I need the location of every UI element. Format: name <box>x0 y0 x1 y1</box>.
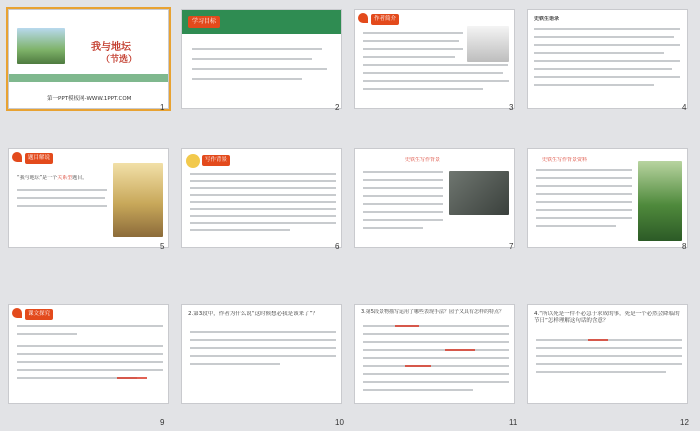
slide-number-10: 10 <box>335 418 344 427</box>
slide-number-1: 1 <box>160 103 165 112</box>
bird-icon <box>12 152 22 162</box>
bird-icon <box>12 308 22 318</box>
slide-question: 2.第3段中，作者为什么说“这时候想必我是该来了”？ <box>188 311 318 317</box>
author-portrait <box>467 26 509 62</box>
bird-icon <box>358 13 368 23</box>
slide-thumbnail-6[interactable] <box>181 148 342 248</box>
slide-thumbnail-9[interactable] <box>8 304 169 404</box>
slide-thumbnail-5[interactable] <box>8 148 169 248</box>
leaf-icon <box>186 154 200 168</box>
slide-thumbnail-2[interactable] <box>181 9 342 109</box>
ginkgo-image <box>113 163 163 237</box>
section-tag: 学习目标 <box>188 16 220 28</box>
slide-heading: 史铁生写作背景 <box>405 157 441 163</box>
section-tag: 写作背景 <box>202 155 230 166</box>
section-tag: 作者简介 <box>371 14 399 25</box>
photo-image <box>449 171 509 215</box>
slide-number-6: 6 <box>335 242 340 251</box>
slide-number-7: 7 <box>509 242 514 251</box>
slide-subtitle: （节选） <box>101 55 138 65</box>
slide-footer: 第一PPT模板网-WWW.1PPT.COM <box>47 96 132 102</box>
slide-number-2: 2 <box>335 103 340 112</box>
slide-thumbnail-10[interactable] <box>181 304 342 404</box>
slide-thumbnail-4[interactable] <box>527 9 688 109</box>
slide-header <box>182 10 341 34</box>
slide-number-3: 3 <box>509 103 514 112</box>
slide-thumbnail-3[interactable] <box>354 9 515 109</box>
slide-number-12: 12 <box>680 418 689 427</box>
slide-thumbnail-7[interactable] <box>354 148 515 248</box>
decorative-band <box>9 74 168 82</box>
slide-question: 3.第5段景物描写运用了哪些表现手法？园子又具有怎样的特点？ <box>361 309 504 315</box>
section-tag: 课文探究 <box>25 309 53 320</box>
slide-number-11: 11 <box>509 418 518 427</box>
slide-question: 4.“所以死是一件不必急于求成的事，死是一个必然会降临的节日”怎样理解这句话的含意？ <box>534 311 680 324</box>
slide-thumbnail-1[interactable] <box>8 9 169 109</box>
slide-number-9: 9 <box>160 418 165 427</box>
slide-heading: 史铁生语录 <box>534 16 560 22</box>
slide-number-5: 5 <box>160 242 165 251</box>
slide-title: 我与地坛 <box>91 42 131 53</box>
slide-heading: 史铁生写作背景资料 <box>542 157 588 163</box>
slide-thumbnail-8[interactable] <box>527 148 688 248</box>
section-tag: 题目解说 <box>25 153 53 164</box>
slide-thumbnail-12[interactable] <box>527 304 688 404</box>
slide-number-8: 8 <box>682 242 687 251</box>
slide-thumbnail-11[interactable] <box>354 304 515 404</box>
bamboo-image <box>638 161 682 241</box>
slide-number-4: 4 <box>682 103 687 112</box>
pavilion-image <box>17 28 65 64</box>
slide-text: “我与地坛”是一个关系型题目。 <box>17 175 88 181</box>
